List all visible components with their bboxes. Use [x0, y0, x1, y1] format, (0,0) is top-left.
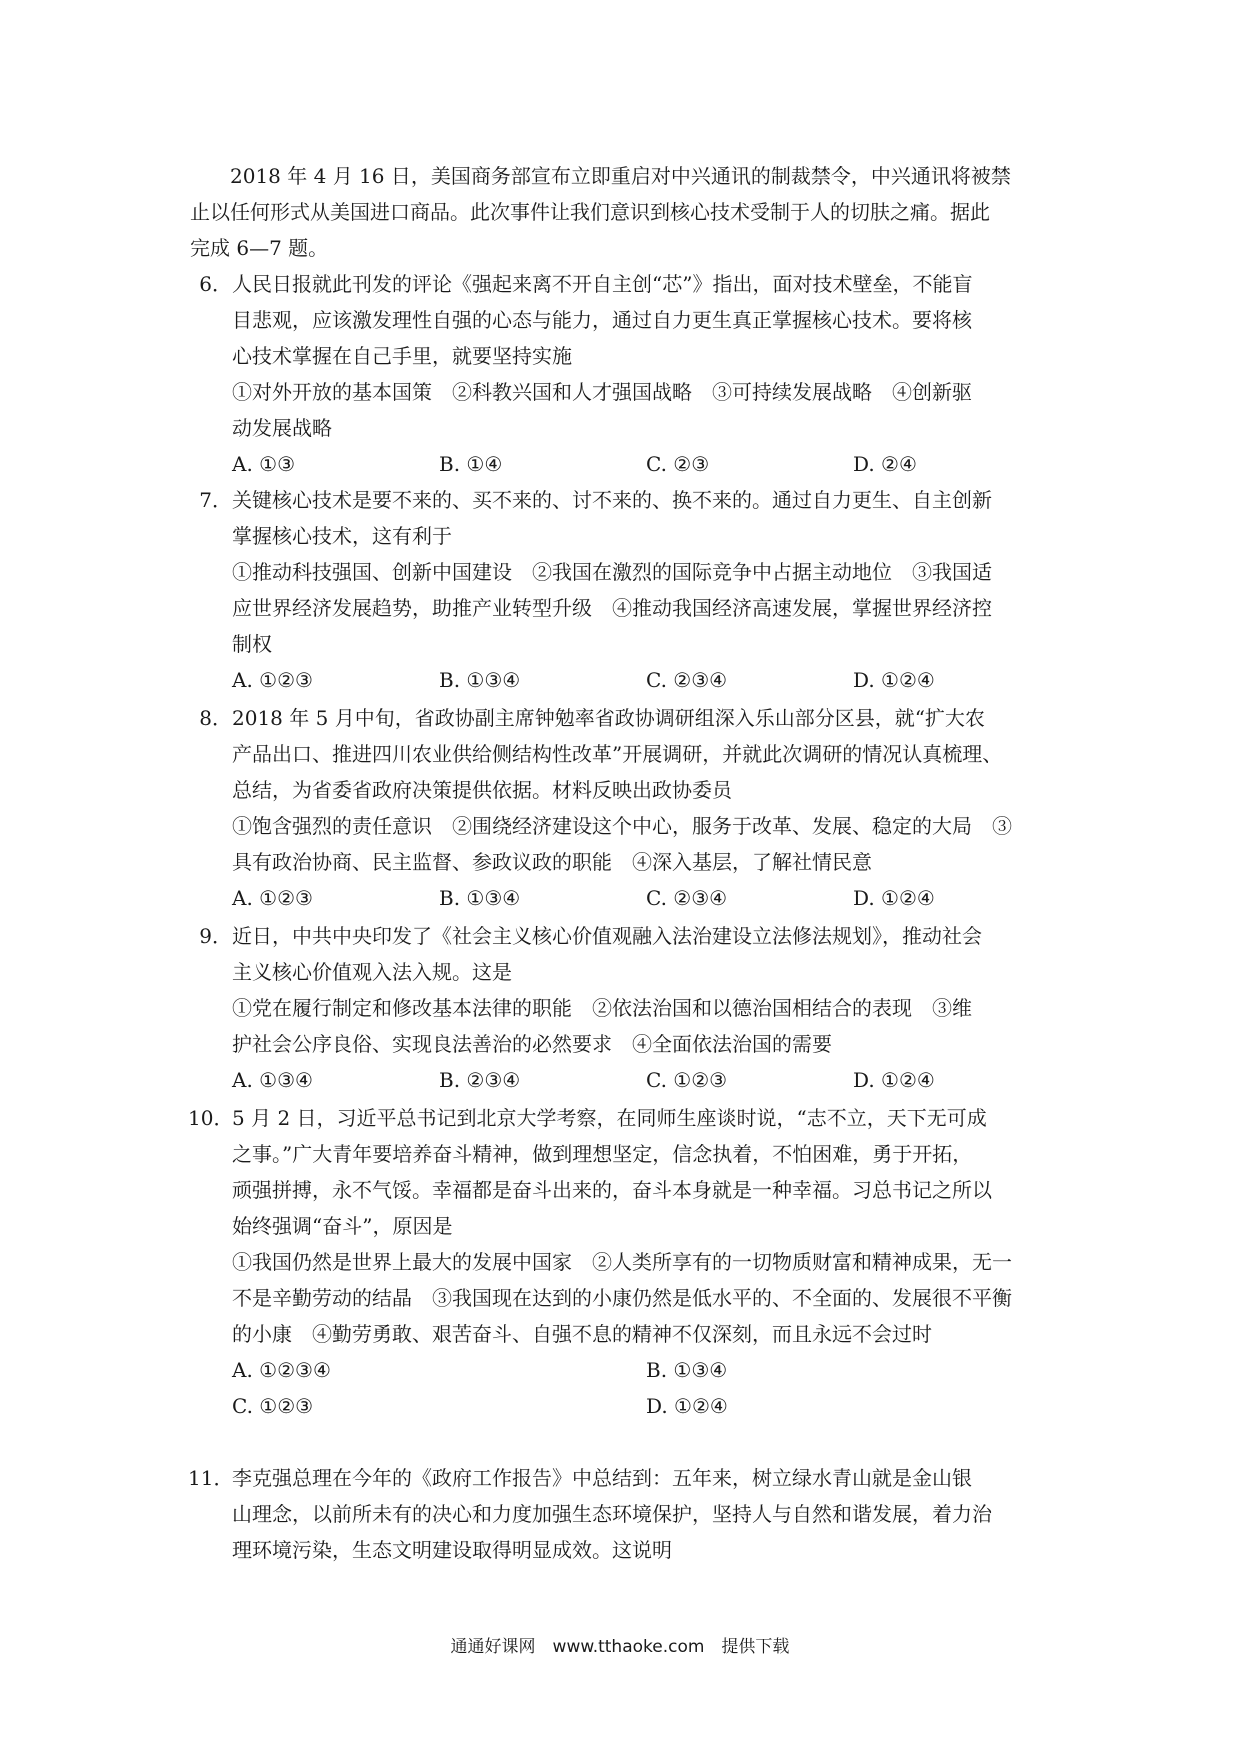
answer-options [232, 880, 1060, 916]
question-stem: 5 月 2 日，习近平总书记到北京大学考察，在同师生座谈时说，“志不立，天下无可成 [232, 1106, 987, 1130]
question-7 [190, 482, 1060, 698]
option-d: D. ①②④ [853, 1068, 935, 1092]
option-a: A. ①②③④ [232, 1358, 331, 1382]
option-c: C. ②③④ [646, 886, 728, 910]
question-item-list: ①党在履行制定和修改基本法律的职能 ②依法治国和以德治国相结合的表现 ③维 [232, 996, 972, 1020]
question-number: 10． [188, 1106, 234, 1130]
question-item-list: 动发展战略 [232, 416, 332, 440]
option-a: A. ①③ [232, 452, 296, 476]
question-stem: 总结，为省委省政府决策提供依据。材料反映出政协委员 [232, 778, 732, 802]
option-d: D. ①②④ [646, 1394, 728, 1418]
question-stem: 关键核心技术是要不来的、买不来的、讨不来的、换不来的。通过自力更生、自主创新 [232, 488, 992, 512]
question-stem: 2018 年 5 月中旬，省政协副主席钟勉率省政协调研组深入乐山部分区县，就“扩大农 [232, 706, 985, 730]
question-6 [190, 266, 1060, 482]
option-d: D. ②④ [853, 452, 917, 476]
question-stem: 李克强总理在今年的《政府工作报告》中总结到：五年来，树立绿水青山就是金山银 [232, 1466, 972, 1490]
option-b: B. ①③④ [439, 886, 521, 910]
question-stem: 之事。”广大青年要培养奋斗精神，做到理想坚定，信念执着，不怕困难，勇于开拓， [232, 1142, 973, 1166]
option-b: B. ①③④ [646, 1358, 728, 1382]
option-c: C. ②③④ [646, 668, 728, 692]
question-item-list: 不是辛勤劳动的结晶 ③我国现在达到的小康仍然是低水平的、不全面的、发展很不平衡 [232, 1286, 1012, 1310]
question-stem: 近日，中共中央印发了《社会主义核心价值观融入法治建设立法修法规划》，推动社会 [232, 924, 982, 948]
question-item-list: 制权 [232, 632, 272, 656]
question-10 [190, 1100, 1060, 1424]
question-stem: 产品出口、推进四川农业供给侧结构性改革”开展调研，并就此次调研的情况认真梳理、 [232, 742, 1003, 766]
question-stem: 理环境污染，生态文明建设取得明显成效。这说明 [232, 1538, 672, 1562]
option-a: A. ①③④ [232, 1068, 313, 1092]
question-item-list: ①对外开放的基本国策 ②科教兴国和人才强国战略 ③可持续发展战略 ④创新驱 [232, 380, 972, 404]
question-stem: 顽强拼搏，永不气馁。幸福都是奋斗出来的，奋斗本身就是一种幸福。习总书记之所以 [232, 1178, 992, 1202]
option-b: B. ②③④ [439, 1068, 521, 1092]
question-stem: 山理念，以前所未有的决心和力度加强生态环境保护，坚持人与自然和谐发展，着力治 [232, 1502, 992, 1526]
question-stem: 掌握核心技术，这有利于 [232, 524, 452, 548]
question-number: 7． [199, 488, 232, 512]
option-d: D. ①②④ [853, 886, 935, 910]
option-b: B. ①④ [439, 452, 503, 476]
page-footer: 通通好课网 www.tthaoke.com 提供下载 [450, 1637, 790, 1657]
question-number: 11． [188, 1466, 234, 1490]
answer-options [232, 446, 1060, 482]
question-item-list: 具有政治协商、民主监督、参政议政的职能 ④深入基层，了解社情民意 [232, 850, 872, 874]
intro-line: 2018 年 4 月 16 日，美国商务部宣布立即重启对中兴通讯的制裁禁令，中兴通讯将被禁 [230, 164, 1011, 188]
option-c: C. ①②③ [646, 1068, 728, 1092]
question-item-list: ①我国仍然是世界上最大的发展中国家 ②人类所享有的一切物质财富和精神成果，无一 [232, 1250, 1012, 1274]
option-b: B. ①③④ [439, 668, 521, 692]
question-item-list: 应世界经济发展趋势，助推产业转型升级 ④推动我国经济高速发展，掌握世界经济控 [232, 596, 992, 620]
question-item-list: 的小康 ④勤劳勇敢、艰苦奋斗、自强不息的精神不仅深刻，而且永远不会过时 [232, 1322, 932, 1346]
option-c: C. ①②③ [232, 1394, 314, 1418]
answer-options [232, 1352, 1060, 1388]
question-stem: 始终强调“奋斗”，原因是 [232, 1214, 453, 1238]
question-item-list: ①饱含强烈的责任意识 ②围绕经济建设这个中心，服务于改革、发展、稳定的大局 ③ [232, 814, 1012, 838]
question-number: 8． [199, 706, 232, 730]
option-a: A. ①②③ [232, 668, 313, 692]
question-8 [190, 700, 1060, 916]
question-number: 9． [199, 924, 232, 948]
question-9 [190, 918, 1060, 1098]
question-item-list: 护社会公序良俗、实现良法善治的必然要求 ④全面依法治国的需要 [232, 1032, 832, 1056]
question-stem: 心技术掌握在自己手里，就要坚持实施 [232, 344, 572, 368]
intro-line: 完成 6—7 题。 [190, 236, 329, 260]
question-item-list: ①推动科技强国、创新中国建设 ②我国在激烈的国际竞争中占据主动地位 ③我国适 [232, 560, 992, 584]
question-stem: 目悲观，应该激发理性自强的心态与能力，通过自力更生真正掌握核心技术。要将核 [232, 308, 972, 332]
answer-options [232, 1062, 1060, 1098]
option-c: C. ②③ [646, 452, 710, 476]
question-stem: 人民日报就此刊发的评论《强起来离不开自主创“芯”》指出，面对技术壁垒，不能盲 [232, 272, 973, 296]
option-a: A. ①②③ [232, 886, 313, 910]
answer-options [232, 1388, 1060, 1424]
intro-line: 止以任何形式从美国进口商品。此次事件让我们意识到核心技术受制于人的切肤之痛。据此 [190, 200, 990, 224]
intro-passage [190, 158, 1060, 266]
option-d: D. ①②④ [853, 668, 935, 692]
question-11 [190, 1460, 1060, 1568]
question-number: 6． [199, 272, 232, 296]
answer-options [232, 662, 1060, 698]
question-stem: 主义核心价值观入法入规。这是 [232, 960, 512, 984]
